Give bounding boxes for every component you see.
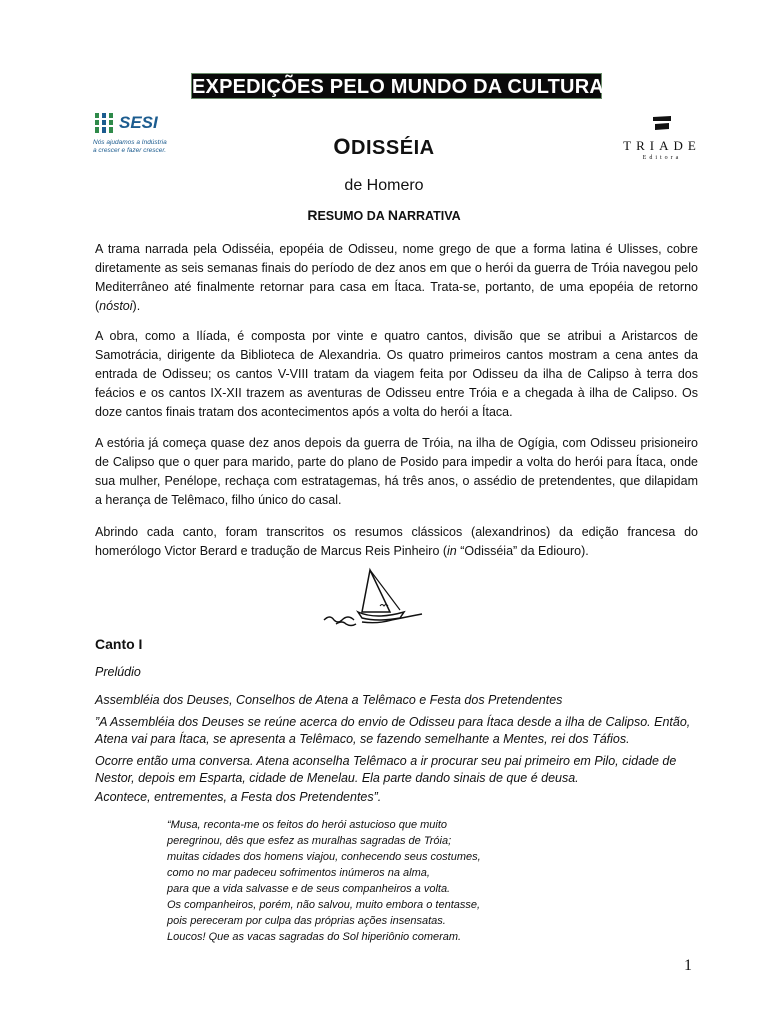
subtitle-rest-2: ARRATIVA [397, 209, 461, 223]
paragraph-1-text-a: A trama narrada pela Odisséia, epopéia de Odisseu, nome grego de que a forma latina é Ulisses, cobre diretamente as seis semanas finais do período de dez anos em que o herói da guerra de Tróia navegou pelo Mediterrâneo até finalmente retornar para casa em Ítaca. Trata-se, portanto, de uma epopéia de retorno ( [95, 242, 698, 313]
title-rest: DISSÉIA [351, 137, 435, 159]
triade-wordmark: TRIADE [623, 138, 701, 153]
sesi-tagline-line-2: a crescer e fazer crescer. [93, 147, 167, 154]
paragraph-4-emphasis: in [447, 544, 457, 558]
paragraph-1-emphasis: nóstoi [99, 299, 133, 313]
poem-line: pois pereceram por culpa das próprias ações insensatas. [167, 915, 446, 927]
paragraph-4 [95, 523, 698, 561]
sailboat-icon [322, 566, 424, 628]
paragraph-2: A obra, como a Ilíada, é composta por vinte e quatro cantos, divisão que se atribui a Aristarcos de Samotrácia, dirigente da Biblioteca de Alexandria. Os quatro primeiros cantos mostram a cena antes da entrada de Odisseu; os cantos V-VIII tratam da viagem feita por Odisseu da ilha de Calipso à terra dos feácios e os cantos IX-XII trazem as aventuras de Odisseu entre Tróia e a chegada à ilha de Calipso. Os doze cantos finais tratam dos acontecimentos após a volta do herói a Ítaca. [95, 329, 698, 419]
sesi-wordmark: SESI [119, 113, 158, 132]
paragraph-4-text-b: “Odisséia” da Ediouro). [456, 544, 589, 558]
paragraph-4-text-a: Abrindo cada canto, foram transcritos os resumos clássicos (alexandrinos) da edição francesa do homerólogo Victor Berard e tradução de Marcus Reis Pinheiro ( [95, 525, 698, 558]
paragraph-1-text-b: ). [132, 299, 141, 313]
poem-line: peregrinou, dês que esfez as muralhas sagradas de Tróia; [167, 835, 452, 847]
author-line: de Homero [344, 177, 424, 194]
canto-summary-1: ”A Assembléia dos Deuses se reúne acerca do envio de Odisseu para Ítaca desde a ilha de Calipso. Então, Atena vai para Ítaca, se apresenta a Telêmaco, se fazendo semelhante a Mentes, rei dos Táfios. [95, 715, 691, 746]
section-subtitle [0, 207, 768, 223]
triade-emblem-icon [651, 115, 673, 131]
sesi-emblem-icon [93, 111, 115, 135]
canto-heading: Canto I [95, 636, 143, 652]
document-title [0, 134, 768, 160]
poem-line: “Musa, reconta-me os feitos do herói astucioso que muito [167, 819, 448, 831]
poem-line: como no mar padeceu sofrimentos inúmeros na alma, [167, 867, 430, 879]
title-initial: O [333, 134, 352, 159]
poem-line: Loucos! Que as vacas sagradas do Sol hiperiônio comeram. [167, 931, 462, 943]
subtitle-initial-2: N [387, 207, 398, 223]
subtitle-rest-1: ESUMO DA [317, 209, 388, 223]
paragraph-1 [95, 240, 698, 316]
poem-line: muitas cidades dos homens viajou, conhecendo seus costumes, [167, 851, 481, 863]
page-number: 1 [684, 957, 692, 974]
triade-sub: Editora [642, 155, 682, 161]
canto-summary-3: Acontece, entrementes, a Festa dos Pretendentes”. [95, 790, 382, 804]
canto-prelude: Prelúdio [95, 665, 141, 679]
canto-section-title: Assembléia dos Deuses, Conselhos de Atena a Telêmaco e Festa dos Pretendentes [95, 693, 563, 707]
poem-excerpt [167, 817, 587, 945]
subtitle-initial-1: R [307, 207, 318, 223]
sesi-tagline-line-1: Nós ajudamos a Indústria [93, 139, 167, 146]
poem-line: Os companheiros, porém, não salvou, muito embora o tentasse, [167, 899, 481, 911]
canto-summary-2: Ocorre então uma conversa. Atena aconselha Telêmaco a ir procurar seu pai primeiro em Pilo, cidade de Nestor, depois em Esparta, cidade de Menelau. Ela parte dando sinais de que é deusa. [95, 754, 677, 785]
poem-line: para que a vida salvasse e de seus companheiros a volta. [167, 883, 451, 895]
header-banner: EXPEDIÇÕES PELO MUNDO DA CULTURA [191, 73, 602, 99]
paragraph-3: A estória já começa quase dez anos depois da guerra de Tróia, na ilha de Ogígia, com Odisseu prisioneiro de Calipso que o quer para marido, parte do plano de Posido para impedir a volta do herói para Ítaca, onde sua mulher, Penélope, rechaça com estratagemas, há três anos, o assédio de pretendentes, que dilapidam a herança de Telêmaco, filho único do casal. [95, 436, 698, 507]
